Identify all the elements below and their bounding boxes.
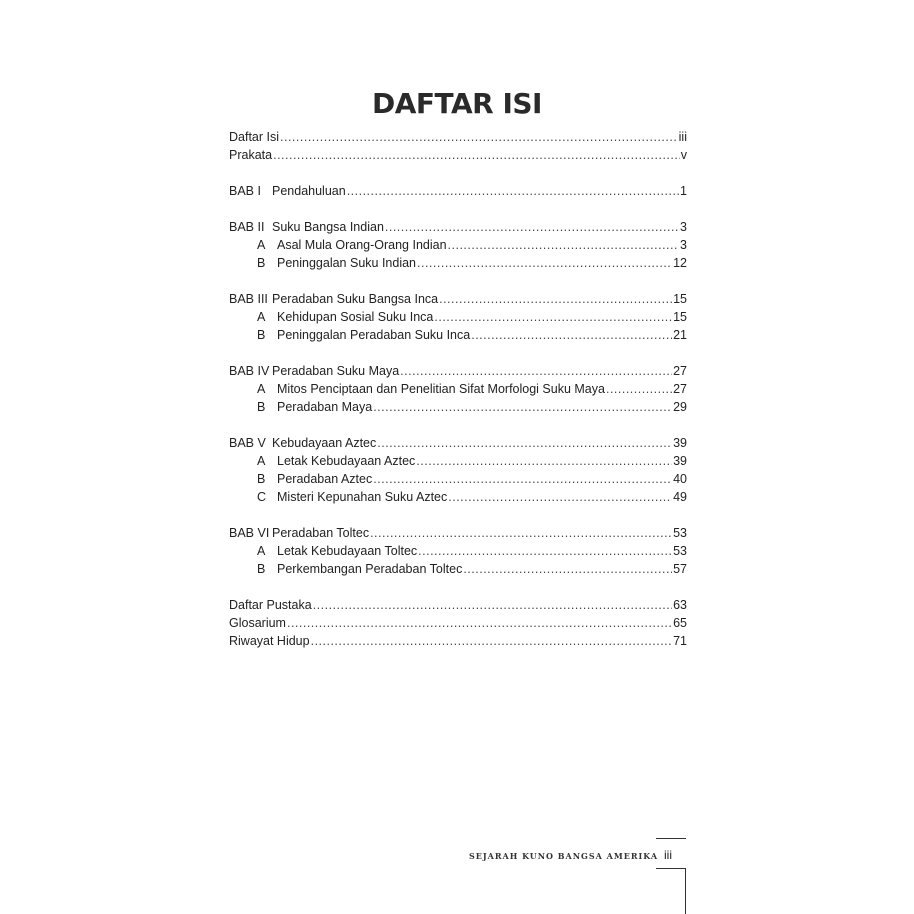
toc-section-letter: A [257, 310, 266, 324]
toc-dot-leader [463, 560, 672, 578]
toc-page-number: 39 [673, 436, 687, 450]
toc-section-letter: B [257, 256, 266, 270]
toc-chapter-number: BAB IV [229, 364, 270, 378]
toc-entry-label-group [229, 434, 376, 452]
toc-entry-title: Peninggalan Suku Indian [277, 256, 417, 270]
toc-dot-leader [448, 236, 680, 254]
toc-entry-label-group [229, 614, 286, 632]
toc-entry [229, 452, 687, 470]
toc-dot-leader [434, 308, 672, 326]
toc-entry [229, 380, 687, 398]
page-title: DAFTAR ISI [372, 86, 542, 120]
toc-entry-title: Peradaban Suku Maya [272, 364, 400, 378]
toc-page-number: 57 [673, 562, 687, 576]
table-of-contents [229, 128, 687, 650]
toc-entry-title: Peradaban Toltec [272, 526, 370, 540]
toc-page-number: 53 [673, 544, 687, 558]
toc-entry [229, 596, 687, 614]
toc-page-number: 15 [673, 292, 687, 306]
toc-section-letter: B [257, 562, 266, 576]
toc-page-number: 39 [673, 454, 687, 468]
toc-entry-label-group [229, 524, 369, 542]
toc-page-number: 65 [673, 616, 687, 630]
toc-entry-title: Peninggalan Peradaban Suku Inca [277, 328, 471, 342]
toc-entry [229, 542, 687, 560]
footer-rule-top [656, 838, 686, 839]
toc-entry-title: Peradaban Suku Bangsa Inca [272, 292, 439, 306]
toc-entry-title: Mitos Penciptaan dan Penelitian Sifat Morfologi Suku Maya [277, 382, 605, 396]
toc-entry-title: Perkembangan Peradaban Toltec [277, 562, 463, 576]
toc-page-number: 3 [680, 220, 687, 234]
toc-page-number: iii [678, 130, 687, 144]
toc-entry-label-group [229, 596, 312, 614]
toc-entry-title: Asal Mula Orang-Orang Indian [277, 238, 447, 252]
toc-entry-label-group [229, 236, 447, 254]
toc-page-number: 49 [673, 490, 687, 504]
toc-entry-label-group [229, 452, 415, 470]
toc-section-letter: B [257, 400, 266, 414]
toc-chapter-number: BAB VI [229, 526, 270, 540]
toc-dot-leader [416, 452, 672, 470]
toc-page-number: 29 [673, 400, 687, 414]
toc-entry-label-group [229, 254, 416, 272]
toc-entry-label-group [229, 326, 470, 344]
toc-entry [229, 254, 687, 272]
toc-dot-leader [311, 632, 673, 650]
toc-entry-label-group [229, 182, 346, 200]
toc-entry-label-group [229, 560, 462, 578]
toc-dot-leader [373, 470, 672, 488]
toc-entry [229, 218, 687, 236]
toc-section-letter: A [257, 454, 266, 468]
toc-entry [229, 488, 687, 506]
toc-entry [229, 632, 687, 650]
toc-page-number: 15 [673, 310, 687, 324]
footer-page-number: iii [664, 848, 672, 862]
toc-entry-title: Glosarium [229, 616, 286, 630]
toc-dot-leader [439, 290, 672, 308]
toc-entry-label-group [229, 488, 447, 506]
toc-chapter-number: BAB III [229, 292, 268, 306]
toc-entry-label-group [229, 470, 372, 488]
toc-entry [229, 434, 687, 452]
toc-entry [229, 398, 687, 416]
toc-page-number: 40 [673, 472, 687, 486]
toc-chapter-number: BAB I [229, 184, 261, 198]
toc-entry [229, 614, 687, 632]
toc-entry [229, 146, 687, 164]
toc-dot-leader [370, 524, 672, 542]
toc-entry-title: Kebudayaan Aztec [272, 436, 377, 450]
toc-section-letter: A [257, 238, 266, 252]
toc-page-number: 53 [673, 526, 687, 540]
toc-entry-title: Riwayat Hidup [229, 634, 310, 648]
toc-page-number: 12 [673, 256, 687, 270]
toc-entry-label-group [229, 146, 272, 164]
toc-page-number: 1 [680, 184, 687, 198]
toc-entry-label-group [229, 380, 605, 398]
toc-chapter-number: BAB V [229, 436, 266, 450]
toc-entry-title: Letak Kebudayaan Aztec [277, 454, 416, 468]
toc-entry [229, 362, 687, 380]
toc-page-number: 27 [673, 364, 687, 378]
toc-entry-label-group [229, 542, 417, 560]
toc-dot-leader [418, 542, 672, 560]
toc-section-letter: A [257, 382, 266, 396]
toc-dot-leader [347, 182, 679, 200]
footer-rule-vertical [685, 868, 686, 914]
toc-entry [229, 128, 687, 146]
toc-entry-title: Letak Kebudayaan Toltec [277, 544, 418, 558]
toc-dot-leader [417, 254, 672, 272]
toc-entry-title: Daftar Isi [229, 130, 280, 144]
toc-section-letter: B [257, 328, 266, 342]
toc-entry-title: Peradaban Aztec [277, 472, 373, 486]
toc-dot-leader [313, 596, 672, 614]
toc-dot-leader [287, 614, 672, 632]
toc-entry [229, 326, 687, 344]
footer-book-title: SEJARAH KUNO BANGSA AMERIKA [469, 851, 659, 861]
toc-dot-leader [471, 326, 672, 344]
toc-page-number: 71 [673, 634, 687, 648]
toc-entry [229, 470, 687, 488]
toc-entry-title: Prakata [229, 148, 273, 162]
toc-entry-label-group [229, 398, 372, 416]
toc-dot-leader [385, 218, 679, 236]
toc-entry-title: Daftar Pustaka [229, 598, 312, 612]
toc-entry [229, 290, 687, 308]
toc-page-number: 63 [673, 598, 687, 612]
toc-entry-title: Kehidupan Sosial Suku Inca [277, 310, 434, 324]
toc-dot-leader [400, 362, 672, 380]
toc-page-number: v [680, 148, 687, 162]
toc-entry-label-group [229, 632, 310, 650]
toc-entry-title: Pendahuluan [272, 184, 346, 198]
toc-dot-leader [606, 380, 672, 398]
toc-entry-title: Suku Bangsa Indian [272, 220, 384, 234]
toc-entry [229, 236, 687, 254]
toc-entry [229, 308, 687, 326]
toc-section-letter: A [257, 544, 266, 558]
toc-entry-title: Misteri Kepunahan Suku Aztec [277, 490, 448, 504]
toc-dot-leader [448, 488, 672, 506]
toc-entry [229, 182, 687, 200]
toc-entry-title: Peradaban Maya [277, 400, 373, 414]
toc-section-letter: C [257, 490, 267, 504]
toc-dot-leader [273, 146, 680, 164]
toc-entry-label-group [229, 128, 279, 146]
toc-entry-label-group [229, 218, 384, 236]
toc-page-number: 3 [680, 238, 687, 252]
toc-entry-label-group [229, 308, 433, 326]
toc-page-number: 21 [673, 328, 687, 342]
toc-page-number: 27 [673, 382, 687, 396]
toc-chapter-number: BAB II [229, 220, 265, 234]
footer-rule-bottom [656, 868, 686, 869]
toc-entry [229, 524, 687, 542]
toc-section-letter: B [257, 472, 266, 486]
toc-entry-label-group [229, 362, 399, 380]
toc-dot-leader [280, 128, 678, 146]
toc-dot-leader [373, 398, 672, 416]
toc-entry [229, 560, 687, 578]
toc-dot-leader [377, 434, 672, 452]
toc-entry-label-group [229, 290, 438, 308]
